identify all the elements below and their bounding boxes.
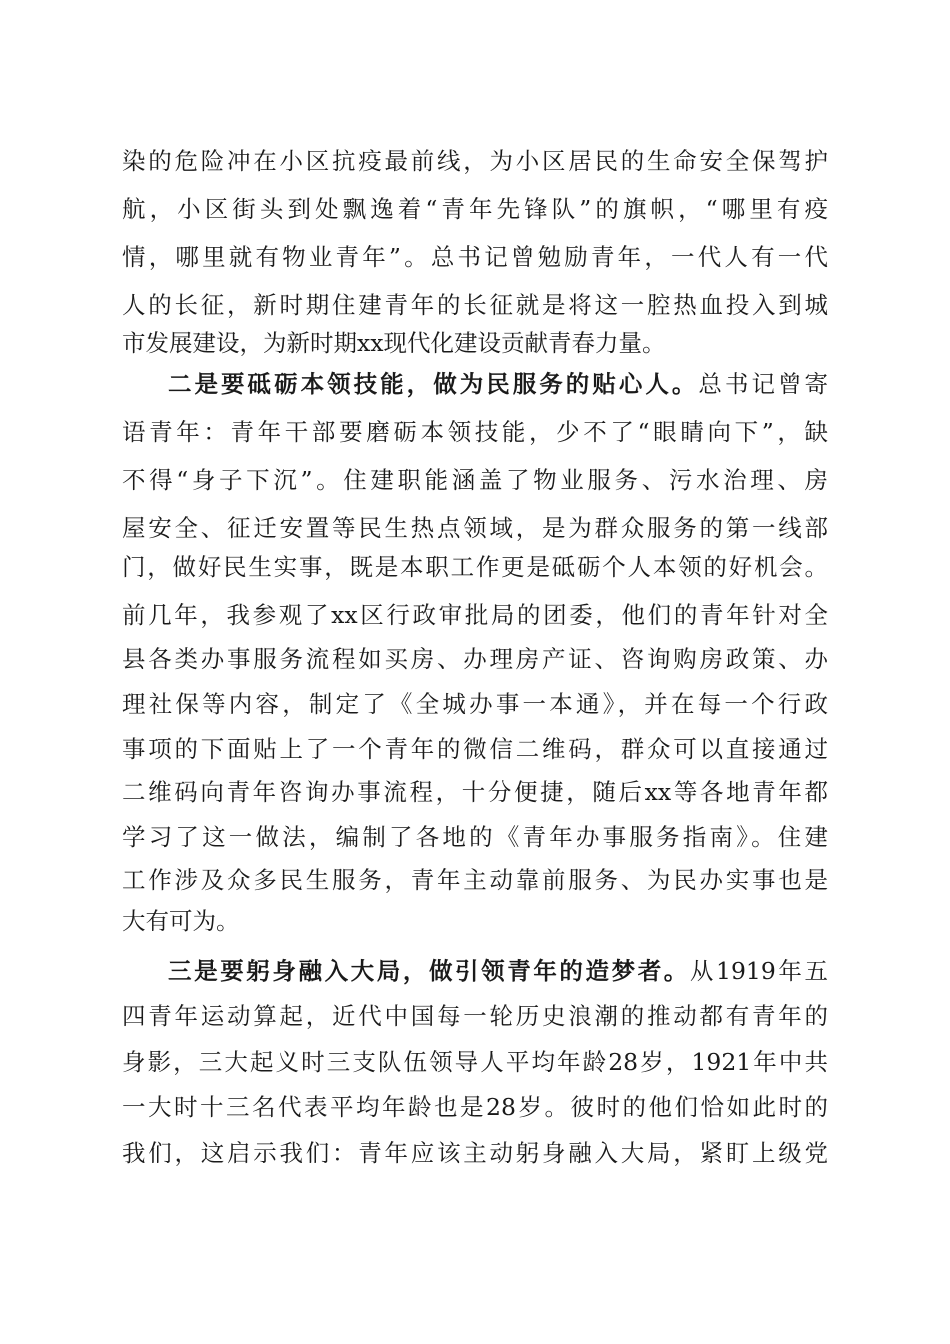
text-line: 四青年运动算起，近代中国每一轮历史浪潮的推动都有青年的 (122, 1002, 828, 1030)
text-line: 我们，这启示我们：青年应该主动躬身融入大局，紧盯上级党 (122, 1139, 828, 1167)
text-line: 前几年，我参观了xx区行政审批局的团委，他们的青年针对全 (122, 601, 828, 629)
text-line: 县各类办事服务流程如买房、办理房产证、咨询购房政策、办 (122, 645, 828, 673)
text-line: 语青年：青年干部要磨砺本领技能，少不了“眼睛向下”，缺 (122, 418, 828, 446)
text-line: 门，做好民生实事，既是本职工作更是砥砺个人本领的好机会。 (122, 553, 828, 581)
paragraph-first-line (168, 953, 828, 989)
paragraph-first-line (168, 366, 828, 402)
paragraph-heading: 三是要躬身融入大局，做引领青年的造梦者。 (168, 957, 690, 985)
paragraph-heading: 二是要砥砺本领技能，做为民服务的贴心人。 (168, 370, 699, 398)
text-line: 航，小区街头到处飘逸着“青年先锋队”的旗帜，“哪里有疫 (122, 195, 828, 223)
text-line: 事项的下面贴上了一个青年的微信二维码，群众可以直接通过 (122, 735, 828, 763)
text-line: 学习了这一做法，编制了各地的《青年办事服务指南》。住建 (122, 823, 828, 851)
paragraph-first-line-rest: 总书记曾寄 (698, 370, 829, 398)
text-line: 染的危险冲在小区抗疫最前线，为小区居民的生命安全保驾护 (122, 147, 828, 175)
text-line: 大有可为。 (122, 907, 240, 935)
text-line: 屋安全、征迁安置等民生热点领域，是为群众服务的第一线部 (122, 514, 828, 542)
text-line: 情，哪里就有物业青年”。总书记曾勉励青年，一代人有一代 (122, 243, 828, 271)
text-line: 二维码向青年咨询办事流程，十分便捷，随后xx等各地青年都 (122, 778, 828, 806)
text-line: 工作涉及众多民生服务，青年主动靠前服务、为民办实事也是 (122, 866, 828, 894)
text-line: 市发展建设，为新时期xx现代化建设贡献青春力量。 (122, 329, 666, 357)
text-line: 人的长征，新时期住建青年的长征就是将这一腔热血投入到城 (122, 291, 828, 319)
text-line: 身影，三大起义时三支队伍领导人平均年龄28岁，1921年中共 (122, 1048, 828, 1076)
text-line: 不得“身子下沉”。住建职能涵盖了物业服务、污水治理、房 (122, 466, 828, 494)
paragraph-first-line-rest: 从1919年五 (689, 957, 828, 985)
text-line: 理社保等内容，制定了《全城办事一本通》，并在每一个行政 (122, 690, 828, 718)
text-line: 一大时十三名代表平均年龄也是28岁。彼时的他们恰如此时的 (122, 1093, 828, 1121)
